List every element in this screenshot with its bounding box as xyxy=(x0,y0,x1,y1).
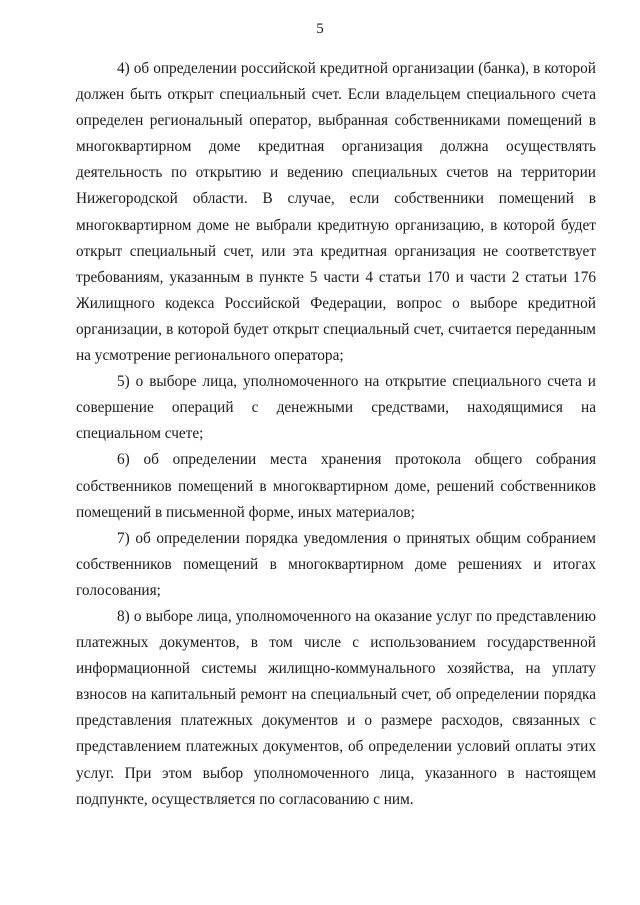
page-number: 5 xyxy=(316,21,324,37)
paragraph-item-7: 7) об определении порядка уведомления о принятых общим собранием собственников помещений в многоквартирном доме решениях и итогах голосования; xyxy=(76,529,596,599)
paragraph-item-8: 8) о выборе лица, уполномоченного на оказание услуг по представлению платежных документов, в том числе с использованием государственной информационной системы жилищно-коммунального хозяйства, на уплату взносов на капитальный ремонт на специальный счет, об определении порядка представления платежных документов и о размере расходов, связанных с представлением платежных документов, об определении условий оплаты этих услуг. При этом выбор уполномоченного лица, указанного в настоящем подпункте, осуществляется по согласованию с ним. xyxy=(76,607,596,808)
document-body xyxy=(76,56,596,813)
paragraph-item-5: 5) о выборе лица, уполномоченного на открытие специального счета и совершение операций с денежными средствами, находящимися на специальном счете; xyxy=(76,373,596,443)
paragraph-item-4: 4) об определении российской кредитной организации (банка), в которой должен быть открыт специальный счет. Если владельцем специального счета определен региональный оператор, выбранная собственниками помещений в многоквартирном доме кредитная организация должна осуществлять деятельность по открытию и ведению специальных счетов на территории Нижегородской области. В случае, если собственники помещений в многоквартирном доме не выбрали кредитную организацию, в которой будет открыт специальный счет, или эта кредитная организация не соответствует требованиям, указанным в пункте 5 части 4 статьи 170 и части 2 статьи 176 Жилищного кодекса Российской Федерации, вопрос о выборе кредитной организации, в которой будет открыт специальный счет, считается переданным на усмотрение регионального оператора; xyxy=(76,60,596,365)
paragraph-item-6: 6) об определении места хранения протокола общего собрания собственников помещений в многоквартирном доме, решений собственников помещений в письменной форме, иных материалов; xyxy=(76,451,596,521)
